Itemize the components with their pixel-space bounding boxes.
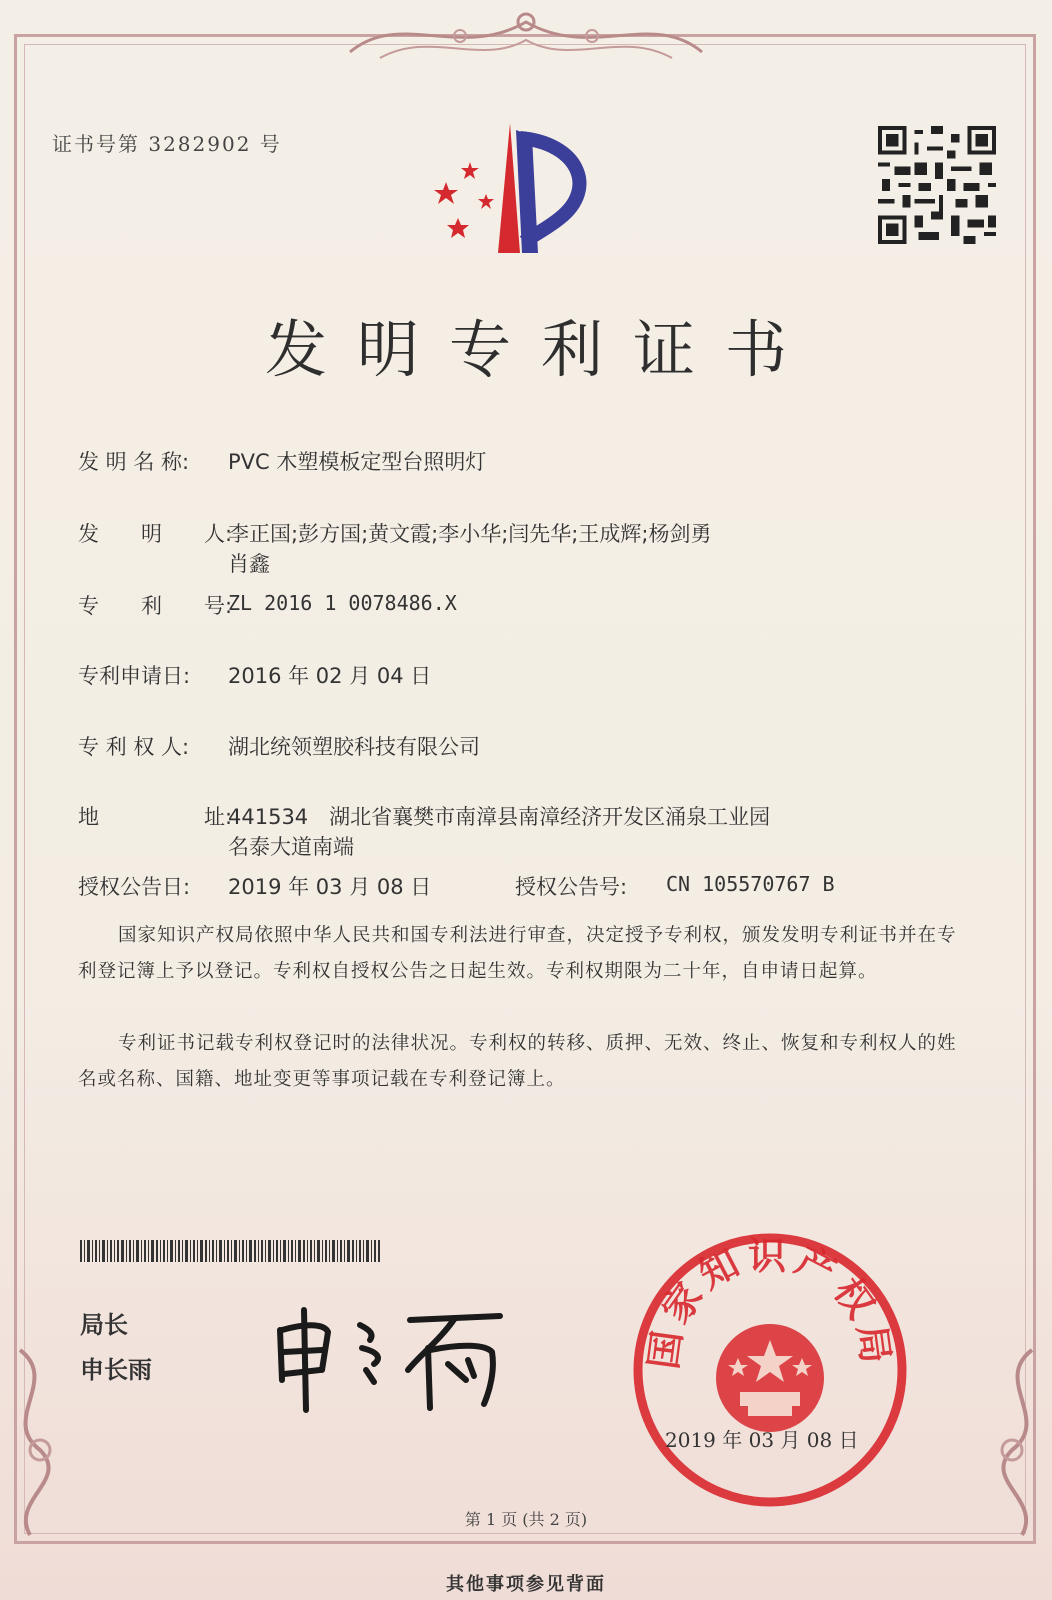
certificate-title: 发明专利证书 [264, 313, 817, 386]
grant-date-label: 授权公告日: [78, 875, 191, 899]
application-date-value: 2016 年 02 月 04 日 [228, 664, 432, 688]
statement-paragraph-1 [78, 918, 958, 990]
address-value-line1: 441534 湖北省襄樊市南漳县南漳经济开发区涌泉工业园 [228, 805, 771, 829]
grant-date-value: 2019 年 03 月 08 日 [228, 875, 432, 899]
address-value-line2: 名泰大道南端 [228, 835, 354, 859]
qr-code-icon [878, 126, 996, 244]
cnipa-official-seal [628, 1228, 912, 1512]
statement-paragraph-2 [78, 1026, 958, 1098]
inventors-value-line2: 肖鑫 [228, 552, 270, 576]
invention-name-value: PVC 木塑模板定型台照明灯 [228, 450, 487, 474]
seal-date: 2019 年 03 月 08 日 [665, 1428, 859, 1452]
page-number: 第 1 页 (共 2 页) [464, 1510, 588, 1529]
invention-name-label: 发 明 名 称: [78, 450, 190, 474]
see-reverse-note: 其他事项参见背面 [446, 1574, 606, 1595]
grant-publication-number-label: 授权公告号: [515, 875, 628, 899]
statement-paragraph-1-text: 国家知识产权局依照中华人民共和国专利法进行审查，决定授予专利权，颁发发明专利证书并在专利登记簿上予以登记。专利权自授权公告之日起生效。专利权期限为二十年，自申请日起算。 [78, 925, 957, 982]
director-name: 申长雨 [80, 1356, 152, 1384]
inventors-value-line1: 李正国;彭方国;黄文霞;李小华;闫先华;王成辉;杨剑勇 [228, 522, 712, 546]
barcode-icon [80, 1240, 380, 1262]
statement-paragraph-2-text: 专利证书记载专利权登记时的法律状况。专利权的转移、质押、无效、终止、恢复和专利权人的姓名或名称、国籍、地址变更等事项记载在专利登记簿上。 [78, 1033, 957, 1090]
director-title: 局长 [80, 1311, 128, 1339]
inventors-label: 发 明 人: [78, 522, 233, 546]
certificate-number: 证书号第 3282902 号 [52, 132, 282, 156]
application-date-label: 专利申请日: [78, 664, 191, 688]
patentee-value: 湖北统领塑胶科技有限公司 [228, 735, 480, 759]
patentee-label: 专 利 权 人: [78, 735, 190, 759]
top-ornament [340, 0, 712, 70]
grant-publication-number-value: CN 105570767 B [666, 872, 835, 896]
cnipa-logo-icon [428, 118, 618, 268]
patent-number-label: 专 利 号: [78, 594, 233, 618]
director-signature [270, 1300, 520, 1420]
patent-number-value: ZL 2016 1 0078486.X [228, 591, 457, 615]
seal-text: 国家知识产权局 [640, 1232, 900, 1372]
address-label: 地 址: [78, 805, 233, 829]
